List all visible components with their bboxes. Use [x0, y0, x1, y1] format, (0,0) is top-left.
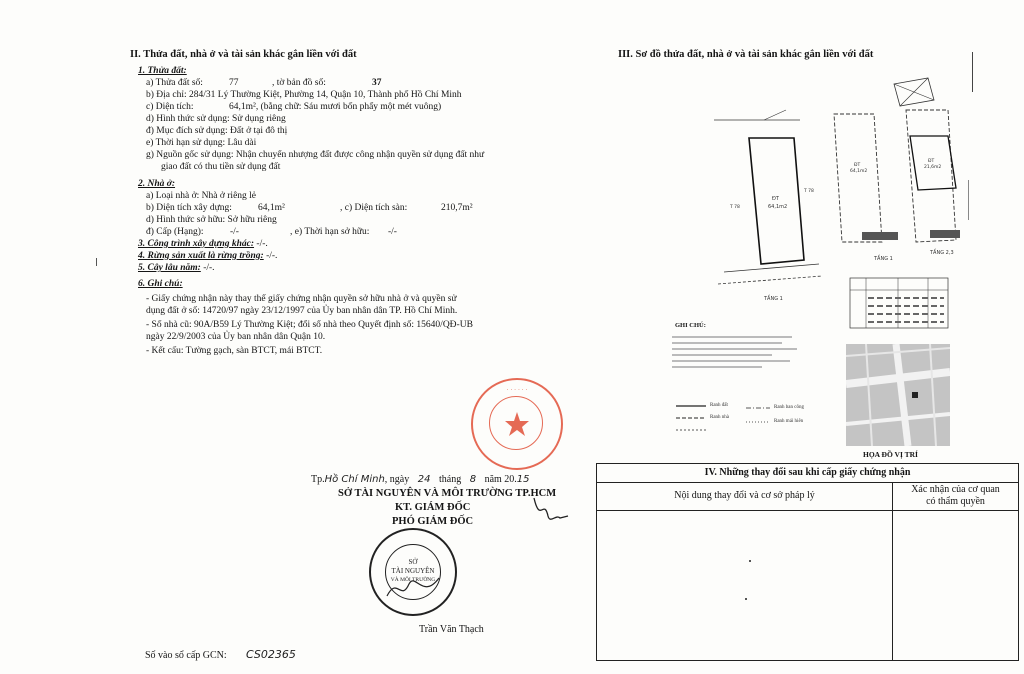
changes-table-title-row [597, 464, 1018, 482]
sign-place-handwritten: Hồ Chí Minh [324, 474, 385, 485]
land-area-label: c) Diện tích: [146, 102, 194, 112]
house-term-value: -/- [388, 227, 397, 237]
note-line-1: - Giấy chứng nhận này thay thế giấy chứng nhận quyền sở hữu nhà ở và quyền sử [146, 294, 457, 304]
house-floor-area-label: , c) Diện tích sàn: [340, 203, 408, 213]
svg-text:ĐT: ĐT [772, 196, 779, 202]
house-grade-label: đ) Cấp (Hạng): [146, 227, 204, 237]
table-speck-2 [745, 598, 747, 600]
svg-text:TẦNG 2,3: TẦNG 2,3 [930, 250, 954, 256]
other-construction-label: 3. Công trình xây dựng khác: [138, 239, 255, 249]
perennial-trees-value: -/-. [200, 263, 215, 273]
planted-forest-value: -/-. [263, 251, 278, 261]
official-seal-signature-overlay-icon [383, 566, 443, 606]
changes-col-confirm-header-2: có thẩm quyền [926, 496, 985, 507]
planted-forest [138, 250, 277, 262]
other-construction-value: -/-. [254, 239, 268, 249]
land-parcel-label: a) Thửa đất số: [146, 78, 203, 88]
location-map-image [846, 344, 950, 446]
svg-text:T 78: T 78 [804, 189, 814, 194]
svg-text:T 78: T 78 [730, 205, 740, 210]
perennial-trees [138, 262, 215, 274]
sign-day-label: , ngày [384, 474, 410, 485]
sign-year-label: năm 20. [484, 474, 517, 485]
notes-title: 6. Ghi chú: [138, 279, 183, 289]
note-line-4: ngày 22/9/2003 của Ủy ban nhân dân Quận 10. [146, 332, 326, 342]
sign-day-value: 24 [417, 474, 431, 485]
section3-heading: III. Sơ đồ thửa đất, nhà ở và tài sản khác gắn liền với đất [618, 49, 874, 60]
house-type: a) Loại nhà ở: Nhà ở riêng lẻ [146, 191, 257, 201]
house-term-label: , e) Thời hạn sở hữu: [290, 227, 370, 237]
note-line-2: dụng đất ở số: 14720/97 ngày 23/12/1997 của Ủy ban nhân dân TP. Hồ Chí Minh. [146, 306, 458, 316]
house-floor-area-value: 210,7m² [441, 203, 473, 213]
land-use-purpose: đ) Mục đích sử dụng: Đất ở tại đô thị [146, 126, 288, 136]
location-map-title: HỌA ĐỒ VỊ TRÍ [863, 450, 918, 459]
sign-kt-director: KT. GIÁM ĐỐC [395, 502, 471, 513]
note-line-5: - Kết cấu: Tường gạch, sàn BTCT, mái BTCT. [146, 346, 323, 356]
other-construction [138, 238, 268, 250]
house-build-area-label: b) Diện tích xây dựng: [146, 203, 232, 213]
red-seal-star-icon [473, 380, 561, 468]
diagram-notes-title: GHI CHÚ: [675, 322, 706, 329]
legend-awning-boundary: Ranh mái hiên [774, 419, 804, 424]
plot-area-label: 64,1m2 [768, 204, 788, 210]
svg-text:· · · · · ·: · · · · · · [506, 387, 528, 394]
section2-heading: II. Thửa đất, nhà ở và tài sản khác gắn liền với đất [130, 49, 357, 60]
svg-text:ĐT: ĐT [928, 159, 935, 164]
svg-text:TẦNG 1: TẦNG 1 [764, 296, 783, 302]
svg-text:64,1m2: 64,1m2 [850, 169, 868, 174]
house-grade-value: -/- [230, 227, 239, 237]
house-build-area-value: 64,1m² [258, 203, 285, 213]
house-title: 2. Nhà ở: [138, 179, 176, 189]
binding-mark [96, 258, 97, 266]
land-map-number: 37 [372, 78, 382, 88]
sign-month-value: 8 [469, 474, 477, 485]
sign-organization: SỞ TÀI NGUYÊN VÀ MÔI TRƯỜNG TP.HCM [338, 488, 557, 499]
perennial-trees-label: 5. Cây lâu năm: [138, 263, 201, 273]
register-number-label: Số vào sổ cấp GCN: [145, 650, 227, 661]
seal-text-3: VÀ MÔI TRƯỜNG [390, 577, 436, 583]
svg-text:TẦNG 1: TẦNG 1 [874, 256, 893, 262]
land-use-form: d) Hình thức sử dụng: Sử dụng riêng [146, 114, 286, 124]
floor23-plan-drawing [830, 70, 980, 270]
red-seal-stamp [471, 378, 563, 470]
sign-deputy-director: PHÓ GIÁM ĐỐC [392, 516, 474, 527]
legend-balcony-boundary: Ranh ban công [774, 405, 804, 410]
diagram-notes-lines [672, 332, 802, 382]
legend-land-boundary: Ranh đất [710, 403, 728, 408]
location-map-drawing [846, 344, 950, 446]
table-speck [749, 560, 751, 562]
register-number-value: CS02365 [246, 648, 296, 661]
upper-area-label: 21,6m2 [924, 165, 942, 170]
land-address: b) Địa chỉ: 284/31 Lý Thường Kiệt, Phường 14, Quận 10, Thành phố Hồ Chí Minh [146, 90, 462, 100]
sign-month-label: tháng [438, 474, 462, 485]
coordinate-table-drawing [848, 276, 952, 330]
signer-name: Trần Văn Thạch [419, 624, 484, 635]
changes-table [596, 463, 1019, 661]
section4-heading: IV. Những thay đổi sau khi cấp giấy chứng nhận [704, 467, 911, 478]
changes-col-confirm-header-1: Xác nhận của cơ quan [911, 484, 1000, 495]
sign-date-line [311, 474, 530, 486]
svg-text:ĐT: ĐT [854, 163, 861, 168]
land-use-term: e) Thời hạn sử dụng: Lâu dài [146, 138, 257, 148]
sign-place-prefix: Tp. [311, 474, 325, 485]
seal-text-2: TÀI NGUYÊN [391, 567, 435, 575]
land-map-label: , tờ bản đồ số: [272, 78, 326, 88]
planted-forest-label: 4. Rừng sản xuất là rừng trồng: [138, 251, 264, 261]
land-parcel-number: 77 [229, 78, 239, 88]
handwritten-signature-icon [530, 494, 570, 528]
house-ownership: d) Hình thức sở hữu: Sở hữu riêng [146, 215, 277, 225]
land-title: 1. Thửa đất: [138, 66, 187, 76]
sign-year-value: 15 [516, 474, 530, 485]
note-line-3: - Số nhà cũ: 90A/B59 Lý Thường Kiệt; đổi số nhà theo Quyết định số: 15640/QĐ-UB [146, 320, 473, 330]
changes-col-content-header: Nội dung thay đổi và cơ sở pháp lý [674, 490, 815, 501]
seal-text-1: SỞ [408, 558, 418, 566]
floor1-plan-drawing [704, 108, 834, 308]
land-area-value: 64,1m², (bằng chữ: Sáu mươi bốn phẩy một mét vuông) [229, 102, 442, 112]
legend-house-boundary: Ranh nhà [710, 415, 730, 420]
land-origin-line1: g) Nguồn gốc sử dụng: Nhận chuyển nhượng đất được công nhận quyền sử dụng đất như [146, 150, 485, 160]
land-origin-line2: giao đất có thu tiền sử dụng đất [161, 162, 281, 172]
